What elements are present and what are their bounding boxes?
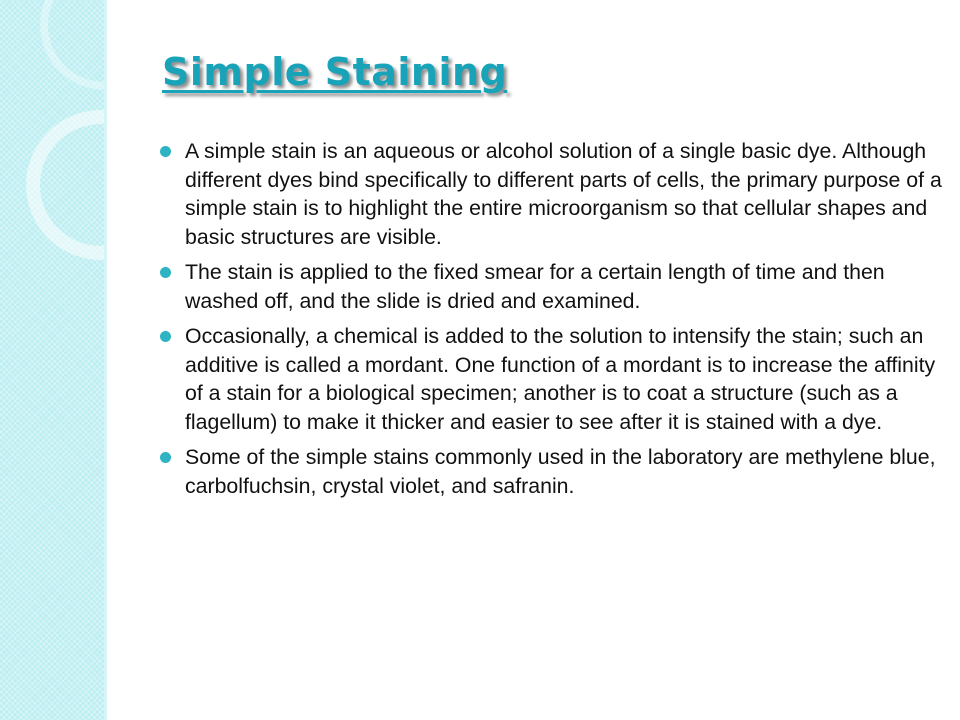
- bullet-text: Occasionally, a chemical is added to the solution to intensify the stain; such an additive is called a mordant. One function of a mordant is to increase the affinity of a stain for a biological specimen; another is to coat a structure (such as a flagellum) to make it thicker and easier to see after it is stained with a dye.: [185, 324, 936, 434]
- decorative-ring-top: [40, 0, 107, 90]
- decorative-side-band: [0, 0, 107, 720]
- bullet-list: [160, 137, 945, 507]
- bullet-text: Some of the simple stains commonly used in the laboratory are methylene blue, carbolfuchsin, crystal violet, and safranin.: [185, 445, 936, 498]
- bullet-item: [160, 258, 945, 315]
- bullet-item: [160, 322, 945, 436]
- bullet-dot-icon: [160, 331, 171, 342]
- slide-title: Simple Staining: [162, 50, 508, 94]
- bullet-dot-icon: [160, 146, 171, 157]
- bullet-item: [160, 443, 945, 500]
- decorative-ring: [26, 110, 107, 260]
- bullet-dot-icon: [160, 452, 171, 463]
- bullet-dot-icon: [160, 267, 171, 278]
- bullet-text: A simple stain is an aqueous or alcohol solution of a single basic dye. Although different dyes bind specifically to different parts of cells, the primary purpose of a simple stain is to highlight the entire microorganism so that cellular shapes and basic structures are visible.: [185, 139, 942, 249]
- bullet-text: The stain is applied to the fixed smear for a certain length of time and then washed off, and the slide is dried and examined.: [185, 260, 885, 313]
- bullet-item: [160, 137, 945, 251]
